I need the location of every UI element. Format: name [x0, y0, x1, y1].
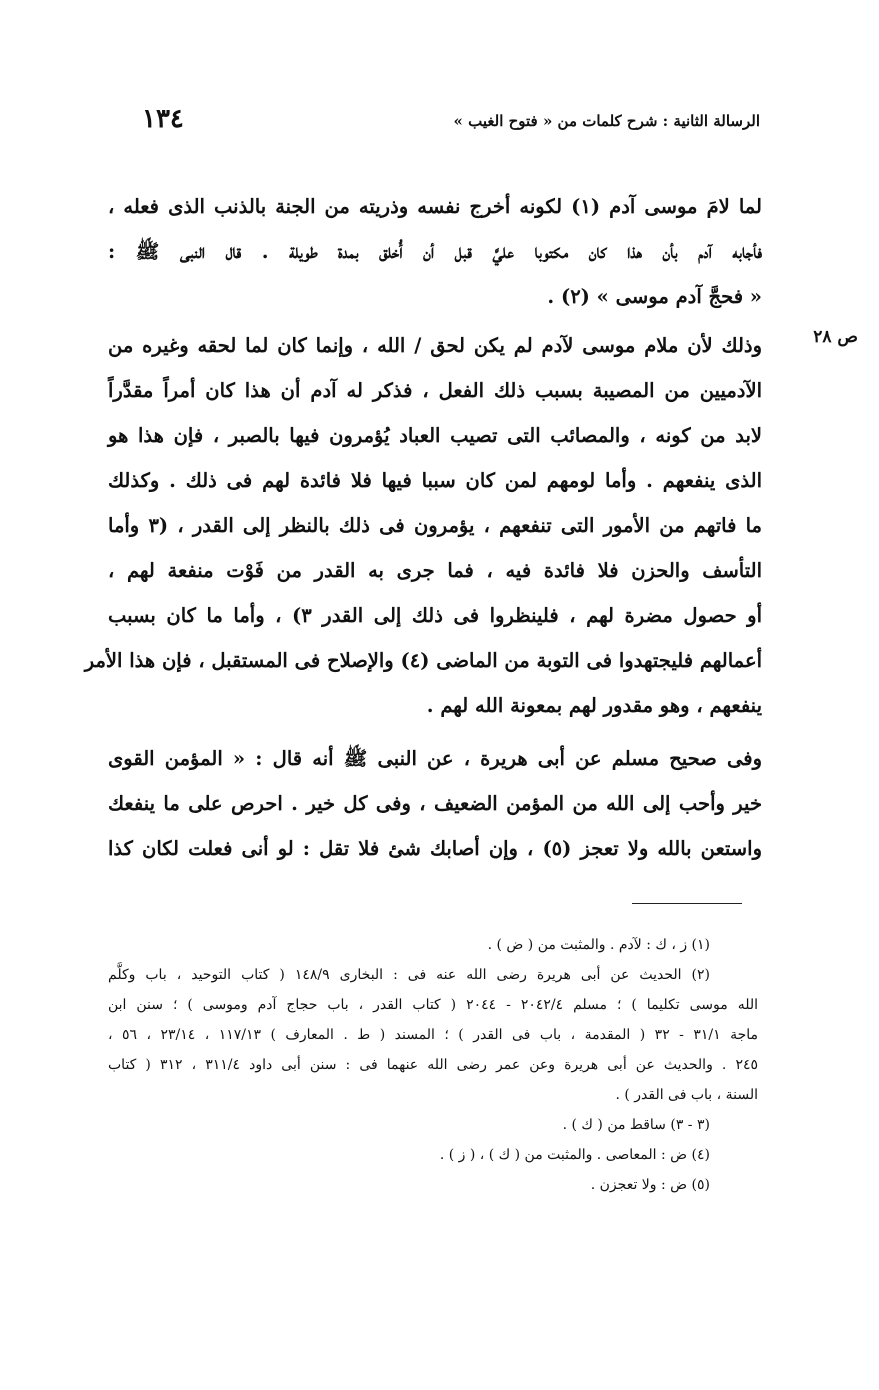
- text-line: الآدميين من المصيبة بسبب ذلك الفعل ، فذكر له آدم أن هذا كان أمراً مقدَّراً: [108, 379, 762, 402]
- text-line: وفى صحيح مسلم عن أبى هريرة ، عن النبى ﷺ أنه قال : « المؤمن القوى: [108, 747, 762, 770]
- footnote-line: (٢) الحديث عن أبى هريرة رضى الله عنه فى : البخارى ١٤٨/٩ ( كتاب التوحيد ، باب وكلَّم: [108, 967, 711, 983]
- text-line: فأجابه آدم بأن هذا كان مكتوبا عليَّ قبل أن أُخلق بمدة طويلة . قال النبى ﷺ :: [108, 240, 762, 263]
- text-line: أعمالهم فليجتهدوا فى التوبة من الماضى (٤) والإصلاح فى المستقبل ، فإن هذا الأمر: [84, 649, 762, 672]
- margin-page-reference: ص ٢٨: [813, 327, 858, 347]
- paragraph-2: [84, 323, 762, 728]
- running-head: الرسالة الثانية : شرح كلمات من « فتوح الغيب »: [453, 112, 760, 130]
- footnote-1: (١) ز ، ك : لآدم . والمثبت من ( ض ) .: [487, 937, 710, 953]
- text-line: أو حصول مضرة لهم ، فلينظروا فى ذلك إلى القدر ٣) ، وأما ما كان بسبب: [108, 604, 762, 627]
- paragraph-1: [108, 184, 762, 319]
- footnote-line: السنة ، باب فى القدر ) .: [615, 1087, 758, 1103]
- text-line: الذى ينفعهم . وأما لومهم لمن كان سببا فيها فلا فائدة لهم فى ذلك . وكذلك: [108, 469, 762, 492]
- paragraph-3: [108, 736, 762, 871]
- text-line: واستعن بالله ولا تعجز (٥) ، وإن أصابك شئ فلا تقل : لو أنى فعلت لكان كذا: [108, 837, 762, 860]
- footnote-3: (٣ - ٣) ساقط من ( ك ) .: [562, 1117, 710, 1133]
- footnote-separator: [632, 903, 742, 904]
- text-line: لابد من كونه ، والمصائب التى تصيب العباد يُؤمرون فيها بالصبر ، فإن هذا هو: [108, 424, 762, 447]
- text-line: وذلك لأن ملام موسى لآدم لم يكن لحق / الله ، وإنما كان لما لحقه وغيره من: [108, 334, 762, 357]
- footnote-2: [108, 960, 758, 1110]
- footnotes: [108, 930, 758, 1200]
- footnote-line: الله موسى تكليما ) ؛ مسلم ٢٠٤٢/٤ - ٢٠٤٤ ( كتاب القدر ، باب حجاج آدم وموسى ) ؛ سنن ابن: [108, 997, 758, 1013]
- text-line: خير وأحب إلى الله من المؤمن الضعيف ، وفى كل خير . احرص على ما ينفعك: [108, 792, 762, 815]
- text-line: التأسف والحزن فلا فائدة فيه ، فما جرى به القدر من فَوْت منفعة لهم ،: [108, 559, 762, 582]
- text-line: ينفعهم ، وهو مقدور لهم بمعونة الله لهم .: [426, 694, 762, 717]
- footnote-line: ٢٤٥ . والحديث عن أبى هريرة وعن عمر رضى الله عنهما فى : سنن أبى داود ٣١١/٤ ، ٣١٢ ( كتاب: [108, 1057, 759, 1073]
- page-number: ١٣٤: [142, 104, 184, 134]
- text-line: ما فاتهم من الأمور التى تنفعهم ، يؤمرون فى ذلك بالنظر إلى القدر ، (٣ وأما: [108, 514, 762, 537]
- footnote-5: (٥) ض : ولا تعجزن .: [590, 1177, 710, 1193]
- text-line: « فحجَّ آدم موسى » (٢) .: [547, 285, 762, 308]
- footnote-4: (٤) ض : المعاصى . والمثبت من ( ك ) ، ( ز ) .: [439, 1147, 710, 1163]
- footnote-line: ماجة ٣١/١ - ٣٢ ( المقدمة ، باب فى القدر ) ؛ المسند ( ط . المعارف ) ١١٧/١٣ ، ٢٣/١٤ ، ٥٦ ،: [108, 1027, 759, 1043]
- text-line: لما لامَ موسى آدم (١) لكونه أخرج نفسه وذريته من الجنة بالذنب الذى فعله ،: [108, 195, 762, 218]
